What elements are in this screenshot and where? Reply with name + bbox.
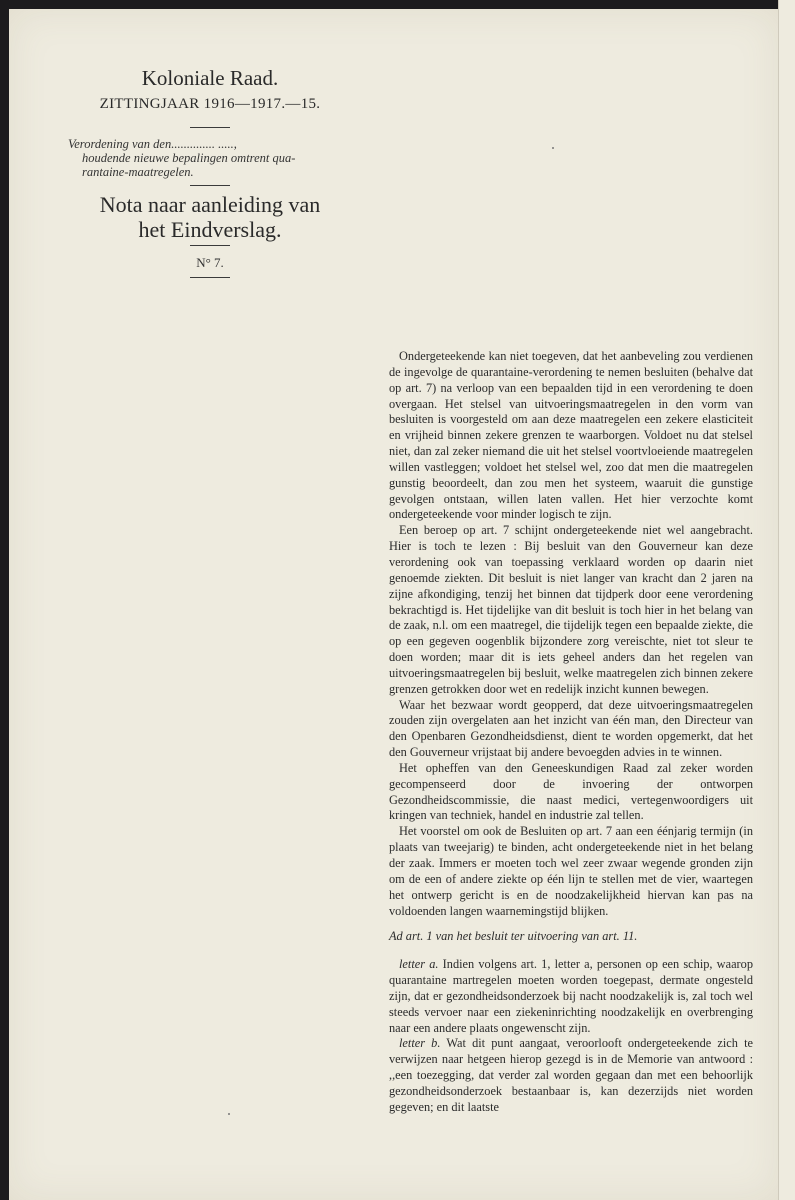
letter-text: Indien volgens art. 1, letter a, personen op een schip, waarop quarantaine martregelen moeten worden toegepast, dermate ongesteld zijn, dat er gezondheidsonderzoek bij nacht noodzakelijk is, zal toch wel steeds vervoer naar een ziekeninrichting noodzakelijk en overbrenging naar een andere plaats ongewenscht zijn. (389, 957, 754, 1035)
paragraph-letter-a (389, 957, 753, 1036)
section-heading: Ad art. 1 van het besluit ter uitvoering van art. 11. (389, 929, 638, 944)
subject-line: rantaine-maatregelen. (82, 165, 194, 179)
council-title: Koloniale Raad. (141, 66, 279, 90)
letter-label: letter b. (399, 1036, 441, 1051)
body-text (389, 349, 753, 1116)
paragraph: Ondergeteekende kan niet toegeven, dat het aanbeveling zou verdienen de ingevolge de quarantaine-verordening te nemen besluiten (behalve dat op art. 7) na verloop van een bepaalden tijd in een verordening te doen overgaan. Het stelsel van uitvoeringsmaatregelen in den vorm van besluiten is voorgesteld om aan deze maatregelen een zekere elasticiteit en vrijheid binnen zekere grenzen te waarborgen. Voldoet nu dat stelsel niet, dan zal zeker niemand die uit het stelsel voortvloeiende maatregelen willen vastleggen; voldoet het stelsel wel, zoo dat men die maatregelen gunstig beoordeelt, dan zou men het systeem, waaruit die gunstige gevolgen ontstaan, willen laten vallen. Het hier verzochte komt ondergeteekende voor minder logisch te zijn. (389, 349, 753, 522)
subject-block (68, 137, 344, 179)
letter-label: letter a. (399, 957, 439, 972)
subject-line: houdende nieuwe bepalingen omtrent qua- (82, 151, 296, 165)
paragraph: Het voorstel om ook de Besluiten op art. 7 aan een éénjarig termijn (in plaats van tweejarig) te binden, acht ondergeteekende niet in het belang der zaak. Immers er moeten toch wel zeer zwaar wegende gronden zijn om de een of andere ziekte op één lijn te stellen met de vier, waartegen het ontwerp gericht is en de noodzakelijkheid hiervan kan pas na voldoenden langen waarnemingstijd blijken. (389, 824, 753, 918)
subject-line: Verordening van den.............. ....., (68, 137, 237, 151)
divider (190, 245, 230, 246)
paragraph: Het opheffen van den Geneeskundigen Raad zal zeker worden gecompenseerd door de invoering der ontworpen Gezondheidscommissie, die naast medici, vertegenwoordigers uit kringen van techniek, handel en industrie zal tellen. (389, 760, 753, 823)
divider (190, 127, 230, 128)
divider (190, 277, 230, 278)
document-number: N° 7. (196, 255, 224, 270)
paragraph: Een beroep op art. 7 schijnt ondergeteekende niet wel aangebracht. Hier is toch te lezen : Bij besluit van den Gouverneur kan deze verordening ook van toepassing verklaard worden op daarin niet genoemde ziekten. Dit besluit is niet langer van kracht dan 2 jaren na zijne afkondiging, tenzij het binnen dat tijdperk door eene verordening bekrachtigd is. Het tijdelijke van dit besluit is toch hier in het belang van de zaak, n.l. om een maatregel, die tijdelijk tegen een bepaalde ziekte, die op een gegeven oogenblik bijzondere zorg vereischte, niet tot sleur te doen worden; maar dit is iets geheel anders dan het regelen van uitvoeringsmaatregelen bij besluit, welke maatregelen zich binnen zekere grenzen getrokken door wet en redelijk inzicht kunnen bewegen. (389, 523, 753, 696)
heading-line: het Eindverslag. (138, 217, 282, 242)
letter-text: Wat dit punt aangaat, veroorlooft ondergeteekende zich te verwijzen naar hetgeen hierop gezegd is in de Memorie van antwoord : ,,een toezegging, dat verder zal worden gegaan dan met een behoorlijk gezondheidsonderzoek bestaanbaar is, kan dezerzijds niet worden gegeven; en dit laatste (389, 1036, 754, 1114)
divider (190, 185, 230, 186)
page-edge (778, 0, 795, 1200)
speck (228, 1113, 230, 1115)
heading-line: Nota naar aanleiding van (99, 192, 321, 217)
speck (552, 147, 554, 149)
paragraph-letter-b (389, 1036, 753, 1115)
document-heading (60, 192, 360, 242)
paragraph: Waar het bezwaar wordt geopperd, dat deze uitvoeringsmaatregelen zouden zijn overgelaten aan het inzicht van één man, den Directeur van den Openbaren Gezondheidsdienst, dient te worden opgemerkt, dat het den Gouverneur vrijstaat bij andere bevoegden advies in te winnen. (389, 697, 753, 760)
session-year: ZITTINGJAAR 1916—1917.—15. (99, 96, 321, 112)
